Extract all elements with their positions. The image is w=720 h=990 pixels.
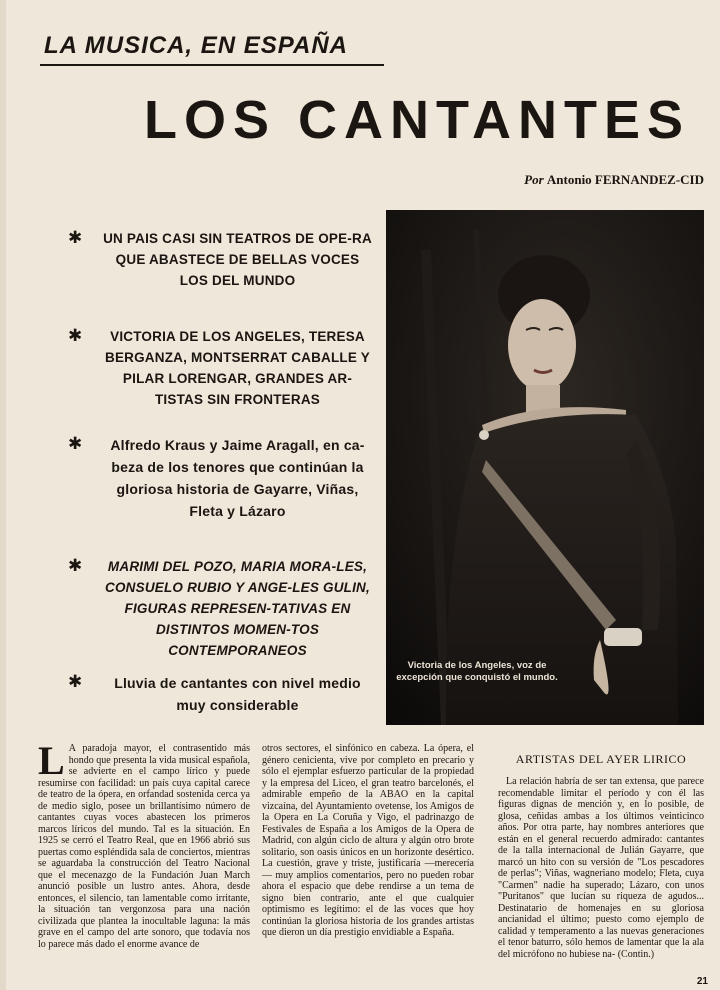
- article-title: LOS CANTANTES: [144, 90, 690, 150]
- star-icon: ✱: [68, 434, 83, 454]
- byline: [524, 172, 704, 188]
- page-number: 21: [696, 976, 708, 987]
- byline-prefix: Por: [524, 172, 544, 187]
- byline-author: Antonio FERNANDEZ-CID: [546, 172, 704, 187]
- highlight-text: MARIMI DEL POZO, MARIA MORA-LES, CONSUELO RUBIO Y ANGE-LES GULIN, FIGURAS REPRESEN-TATIVAS EN DISTINTOS MOMEN-TOS CONTEMPORANEOS: [105, 559, 370, 658]
- portrait-photo: [386, 210, 704, 725]
- body-text: A paradoja mayor, el contrasentido más hondo que presenta la vida musical española, se advierte en el campo lírico y puede resumirse con facilidad: un país cuya capital carece de teatro de la ópera, en orfandad sostenida cerca ya de medio siglo, posee un brillantísimo número de cantantes cuyas voces abastecen los primeros marcos líricos del mundo. Tal es la situación. En 1925 se cerró el Teatro Real, que en 1966 abrió sus puertas como espléndida sala de conciertos, mientras se aguardaba la construcción del Teatro Nacional que el mecenazgo de la Fundación Juan March anunció posible un lustro antes. Ahora, desde entonces, el silencio, tan lamentable como irritante, la situación tan vergonzosa para una nación civilizada que planteа la inocultable laguna: la más grave en el campo del arte sonoro, que todavía nos lo parece más dado el enorme avance de: [38, 743, 250, 950]
- portrait-illustration: [386, 210, 704, 725]
- highlight-text: VICTORIA DE LOS ANGELES, TERESA BERGANZA, MONTSERRAT CABALLE Y PILAR LORENGAR, GRANDES AR-TISTAS SIN FRONTERAS: [105, 329, 370, 407]
- section-heading: LA MUSICA, EN ESPAÑA: [44, 32, 349, 59]
- star-icon: ✱: [68, 556, 83, 576]
- page-edge: [0, 0, 6, 990]
- highlight-text: UN PAIS CASI SIN TEATROS DE OPE-RA QUE ABASTECE DE BELLAS VOCES LOS DEL MUNDO: [103, 231, 372, 288]
- subheading: ARTISTAS DEL AYER LIRICO: [515, 752, 687, 766]
- highlight-item: [60, 326, 380, 410]
- highlight-text: Lluvia de cantantes con nivel medio muy considerable: [114, 675, 361, 713]
- body-column-2: [262, 743, 474, 939]
- drop-cap: L: [38, 738, 65, 783]
- body-text: La relación habría de ser tan extensa, que parece recomendable limitar el período y con él las figuras dignas de mención y, en lo posible, de glosa, ceñidas ambas a los últimos veinticinco años. Por otra parte, hay nombres anteriores que están en el general recuerdo admirado: cantantes de la talla internacional de Julián Gayarre, que marcó un hito con su versión de "Los pescadores de perlas"; Viñas, wagneriano modelo; Fleta, cuya "Carmen" nadie ha superado; Lázaro, con unos "Puritanos" que lucían su riqueza de agudos... Destinatario de homenajes en su gloriosa ancianidad el último; puesto como ejemplo de calidad y temperamento a las nuevas generaciones el tenor baturro, sólo hemos de lamentar que la ala del micrófono no hubiese na- (Contin.): [498, 776, 704, 960]
- body-text: otros sectores, el sinfónico en cabeza. La ópera, el género cenicienta, vive por completo en precario y sólo el ejemplar esfuerzo particular de la propiedad y la empresa del Liceo, el gran teatro barcelonés, el admirable empeño de la ABAO en la capital vizcaína, del Ayuntamiento ovetense, los Amigos de la Opera en La Coruña y Vigo, el padrinazgo de Festivales de España a los Amigos de la Opera de Madrid, con algún ciclo de altura y algún otro brote solitario, son oasis únicos en un horizonte desértico. La cuestión, grave y triste, justificaría —merecería— muy amplios comentarios, pero no pueden robar ahora el espacio que debe rendirse a un tema de signo bien contrario, ante el que cualquier optimismo es legítimo: el de las voces que hoy continúan la gloriosa historia de los grandes artistas que dieron un día prestigio envidiable a España.: [262, 743, 474, 938]
- section-rule: [40, 64, 384, 66]
- highlight-item: [60, 228, 380, 291]
- body-column-3: [498, 776, 704, 960]
- star-icon: ✱: [68, 672, 83, 692]
- star-icon: ✱: [68, 326, 83, 346]
- star-icon: ✱: [68, 228, 83, 248]
- highlight-item: [60, 672, 380, 716]
- body-column-1: [38, 738, 250, 950]
- photo-caption: Victoria de los Angeles, voz de excepción que conquistó el mundo.: [396, 660, 558, 683]
- highlight-item: [60, 434, 380, 522]
- highlight-text: Alfredo Kraus y Jaime Aragall, en ca-beza de los tenores que continúan la gloriosa historia de Gayarre, Viñas, Fleta y Lázaro: [110, 437, 365, 519]
- highlight-item: [60, 556, 380, 661]
